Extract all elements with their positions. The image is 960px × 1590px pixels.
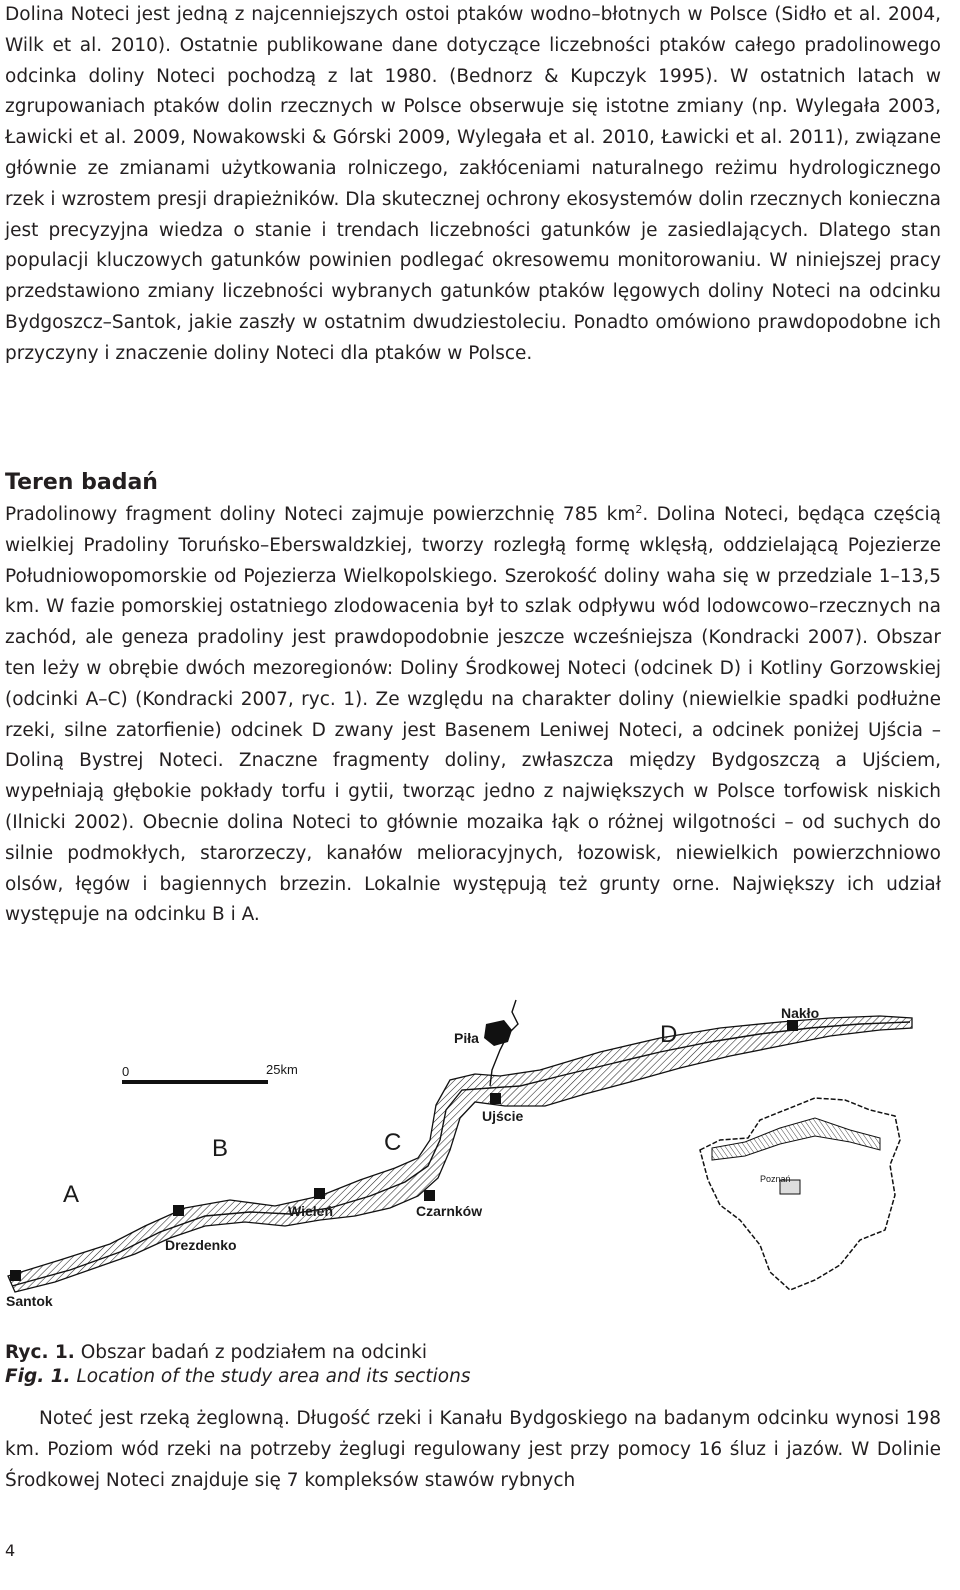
pila-label: Piła (454, 1030, 479, 1046)
ujscie-marker (490, 1093, 501, 1104)
caption-en-text: Location of the study area and its sections (70, 1366, 471, 1387)
naklo-marker (787, 1020, 798, 1031)
section-d-label: D (660, 1021, 678, 1048)
wielen-marker (314, 1188, 325, 1199)
santok-label: Santok (6, 1293, 53, 1309)
czarnkow-marker (424, 1190, 435, 1201)
study-area-text-rest: . Dolina Noteci, będąca częścią wielkiej Pradoliny Toruńsko–Eberswaldzkiej, tworzy rozległą formę wklęsłą, oddzielającą Pojezierze Południowopomorskie od Pojezierza Wielkopolskiego. Szerokość doliny waha się w przedziale 1–13,5 km. W fazie pomorskiej ostatniego zlodowacenia był to szlak odpływu wód lodowcowo–rzecznych na zachód, ale geneza pradoliny jest prawdopodobnie jeszcze wcześniejsza (Kondracki 2007). Obszar ten leży w obrębie dwóch mezoregionów: Doliny Środkowej Noteci (odcinek D) i Kotliny Gorzowskiej (odcinki A–C) (Kondracki 2007, ryc. 1). Ze względu na charakter doliny (niewielkie spadki podłużne rzeki, silne zatorfienie) odcinek D zwany jest Basenem Leniwej Noteci, a odcinek poniżej Ujścia – Doliną Bystrej Noteci. Znaczne fragmenty doliny, zwłaszcza między Bydgoszczą a Ujściem, wypełniają głębokie pokłady torfu i gytii, tworząc jedno z największych w Polsce torfowisk niskich (Ilnicki 2002). Obecnie dolina Noteci to głównie mozaika łąk o różnej wilgotności – od suchych do silnie podmokłych, starorzeczy, kanałów melioracyjnych, łozowisk, niewielkich powierzchniowo olsów, łęgów i bagiennych brzezin. Lokalnie występują też grunty orne. Największy ich udział występuje na odcinku B i A. (5, 504, 942, 926)
santok-marker (10, 1270, 21, 1281)
locator-map (700, 1098, 900, 1290)
area-unit-superscript: 2 (635, 502, 643, 516)
caption-polish (5, 1341, 427, 1365)
valley-area (8, 1016, 912, 1292)
wielen-label: Wieleń (288, 1203, 333, 1219)
ujscie-label: Ujście (482, 1108, 524, 1124)
section-c-label: C (384, 1129, 402, 1156)
section-b-label: B (212, 1135, 229, 1162)
poznan-label: Poznań (760, 1174, 791, 1184)
study-area-text-start: Pradolinowy fragment doliny Noteci zajmuje powierzchnię 785 km (5, 504, 636, 525)
section-heading: Teren badań (5, 470, 158, 495)
study-area-map (0, 990, 960, 1330)
caption-english (5, 1365, 470, 1389)
page-number: 4 (5, 1541, 16, 1560)
closing-paragraph: Noteć jest rzeką żeglowną. Długość rzeki i Kanału Bydgoskiego na badanym odcinku wynosi 198 km. Poziom wód rzeki na potrzeby żeglugi regulowany jest przy pomocy 16 śluz i jazów. W Dolinie Środkowej Noteci znajduje się 7 kompleksów stawów rybnych (5, 1408, 941, 1491)
caption-pl-label: Ryc. 1. (5, 1342, 75, 1363)
section-a-label: A (63, 1181, 80, 1208)
naklo-label: Nakło (781, 1005, 820, 1021)
drezdenko-label: Drezdenko (165, 1237, 237, 1253)
study-area-paragraph (5, 500, 941, 931)
scale-start-label: 0 (122, 1064, 130, 1079)
scale-bar (122, 1062, 298, 1082)
drezdenko-marker (173, 1205, 184, 1216)
pila-city-shape (484, 1020, 512, 1046)
czarnkow-label: Czarnków (416, 1203, 483, 1219)
caption-pl-text: Obszar badań z podziałem na odcinki (74, 1342, 427, 1363)
scale-end-label: 25km (266, 1062, 298, 1077)
intro-paragraph: Dolina Noteci jest jedną z najcenniejszych ostoi ptaków wodno–błotnych w Polsce (Sidło et al. 2004, Wilk et al. 2010). Ostatnie publikowane dane dotyczące liczebności ptaków całego pradolinowego odcinka doliny Noteci pochodzą z lat 1980. (Bednorz & Kupczyk 1995). W ostatnich latach w zgrupowaniach ptaków dolin rzecznych w Polsce obserwuje się istotne zmiany (np. Wylegała 2003, Ławicki et al. 2009, Nowakowski & Górski 2009, Wylegała et al. 2010, Ławicki et al. 2011), związane głównie ze zmianami użytkowania rolniczego, zakłóceniami naturalnego reżimu hydrologicznego rzek i wzrostem presji drapieżników. Dla skutecznej ochrony ekosystemów dolin rzecznych konieczna jest precyzyjna wiedza o stanie i trendach liczebności gatunków je zasiedlających. Dlatego stan populacji kluczowych gatunków powinien podlegać okresowemu monitorowaniu. W niniejszej pracy przedstawiono zmiany liczebności wybranych gatunków ptaków lęgowych doliny Noteci na odcinku Bydgoszcz–Santok, jakie zaszły w ostatnim dwudziestoleciu. Ponadto omówiono prawdopodobne ich przyczyny i znaczenie doliny Noteci dla ptaków w Polsce. (5, 4, 941, 364)
caption-en-label: Fig. 1. (5, 1366, 71, 1387)
